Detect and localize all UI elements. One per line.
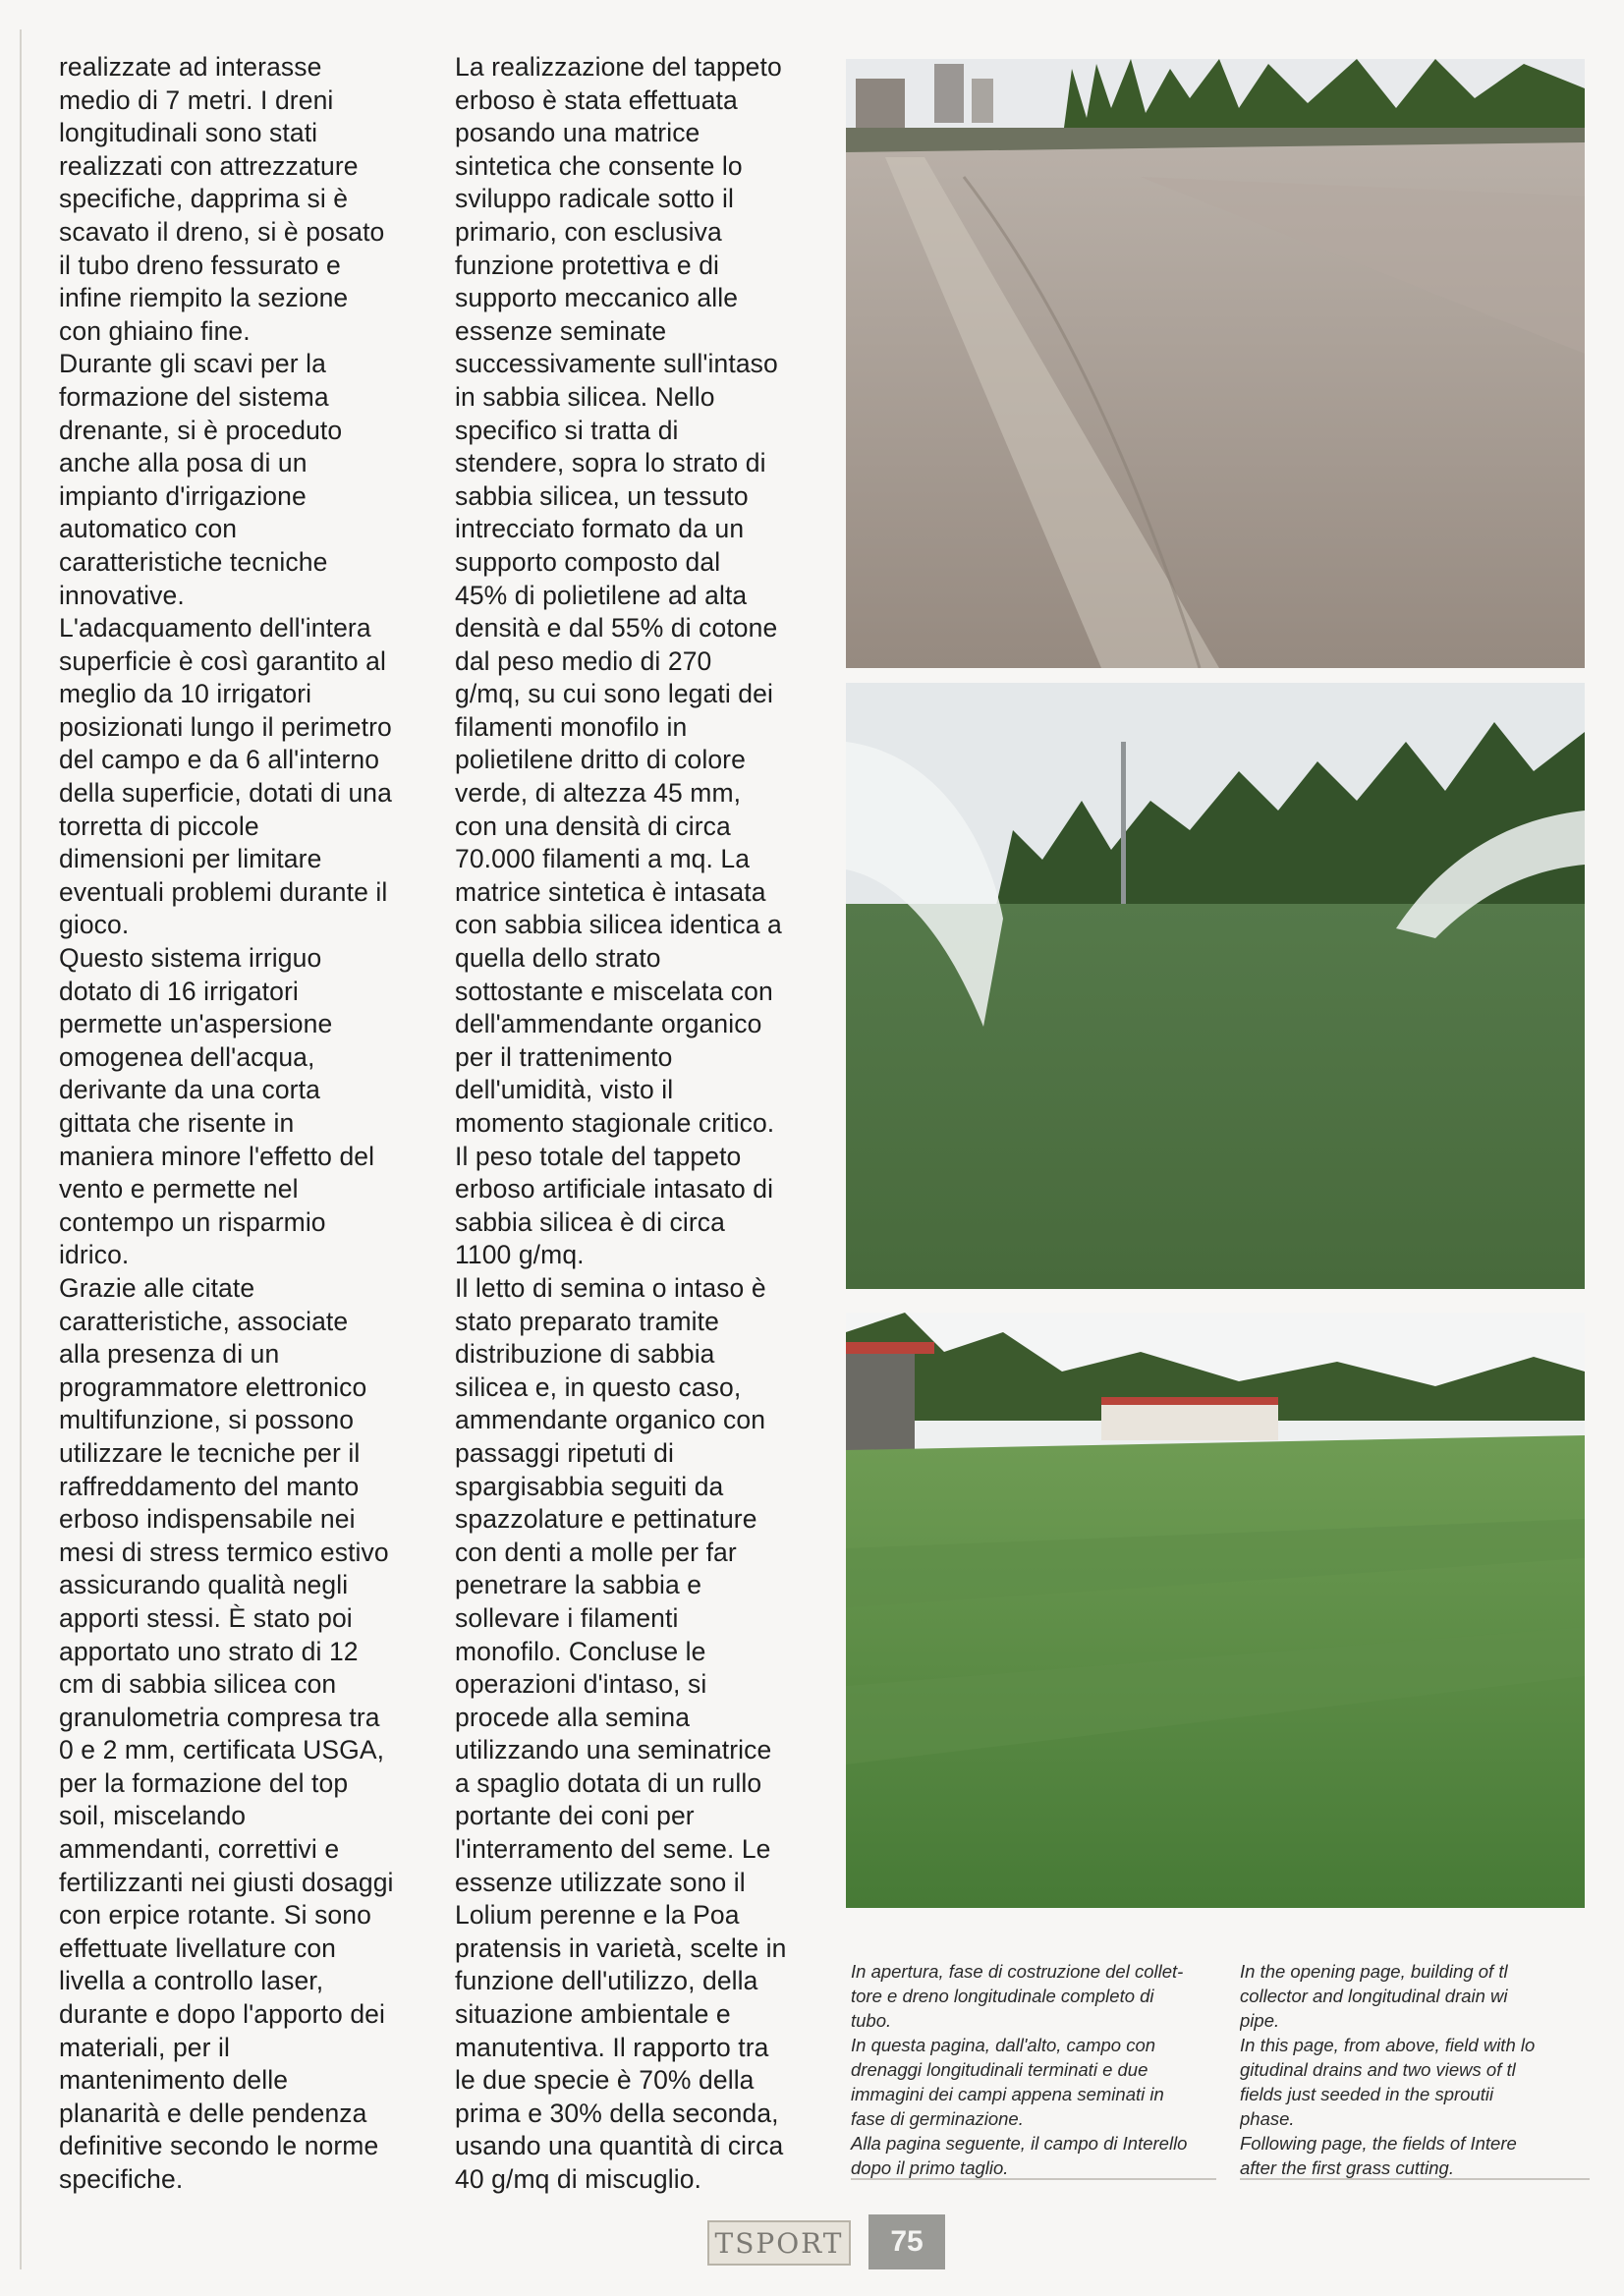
caption-rule xyxy=(1240,2178,1590,2180)
paragraph: La realizzazione del tappeto erboso è stata effettuata posando una matrice sintetica che consente lo sviluppo radicale sotto il primario, con esclusiva funzione protettiva e di supporto meccanico alle essenze seminate successivamente sull'intaso in sabbia silicea. Nello specifico si tratta di stendere, sopra lo strato di sabbia silicea, un tessuto intrecciato formato da un supporto composto dal 45% di polietilene ad alta densità e dal 55% di cotone dal peso medio di 270 g/mq, su cui sono legati dei filamenti monofilo in polietilene dritto di colore verde, di altezza 45 mm, con una densità di circa 70.000 filamenti a mq. La matrice sintetica è intasata con sabbia silicea identica a quella dello strato sottostante e miscelata con dell'ammendante organico per il trattenimento dell'umidità, visto il momento stagionale critico. xyxy=(455,52,782,1138)
photo-caption-italian xyxy=(851,1959,1212,2180)
text-column-left xyxy=(59,51,432,2197)
caption-line: In questa pagina, dall'alto, campo con drenaggi longitudinali terminati e due immagini dei campi appena seminati in fase di germinazione. xyxy=(851,2035,1164,2129)
photo-sprinklers xyxy=(846,683,1585,1289)
paragraph: Durante gli scavi per la formazione del sistema drenante, si è proceduto anche alla posa di un impianto d'irrigazione automatico con caratteristiche tecniche innovative. xyxy=(59,349,343,610)
page-number: 75 xyxy=(868,2214,945,2269)
paragraph: L'adacquamento dell'intera superficie è così garantito al meglio da 10 irrigatori posizionati lungo il perimetro del campo e da 6 all'interno della superficie, dotati di una torretta di piccole dimensioni per limitare eventuali problemi durante il gioco. xyxy=(59,613,392,940)
caption-rule xyxy=(851,2178,1216,2180)
photo-caption-english xyxy=(1240,1959,1590,2180)
caption-line: In this page, from above, field with lo gitudinal drains and two views of tl fields just seeded in the sproutii phase. xyxy=(1240,2035,1536,2129)
photo-cut-field xyxy=(846,1313,1585,1908)
page-edge-rule xyxy=(20,29,22,2269)
caption-line: Following page, the fields of Intere after the first grass cutting. xyxy=(1240,2133,1517,2178)
caption-line: Alla pagina seguente, il campo di Interello dopo il primo taglio. xyxy=(851,2133,1188,2178)
paragraph: Grazie alle citate caratteristiche, associate alla presenza di un programmatore elettronico multifunzione, si possono utilizzare le tecniche per il raffreddamento del manto erboso indispensabile nei mesi di stress termico estivo assicurando qualità negli apporti stessi. È stato poi apportato uno strato di 12 cm di sabbia silicea con granulometria compresa tra 0 e 2 mm, certificata USGA, per la formazione del top soil, miscelando ammendanti, correttivi e fertilizzanti nei giusti dosaggi con erpice rotante. Si sono effettuate livellature con livella a controllo laser, durante e dopo l'apporto dei materiali, per il mantenimento delle planarità e delle pendenza definitive secondo le norme specifiche. xyxy=(59,1272,394,2194)
paragraph: Questo sistema irriguo dotato di 16 irrigatori permette un'aspersione omogenea dell'acqua, derivante da una corta gittata che risente in maniera minore l'effetto del vento e permette nel contempo un risparmio idrico. xyxy=(59,943,375,1270)
magazine-logo: TSPORT xyxy=(707,2220,851,2266)
paragraph: Il letto di semina o intaso è stato preparato tramite distribuzione di sabbia silicea e, in questo caso, ammendante organico con passaggi ripetuti di spargisabbia seguiti da spazzolature e pettinature con denti a molle per far penetrare la sabbia e sollevare i filamenti monofilo. Concluse le operazioni d'intaso, si procede alla semina utilizzando una seminatrice a spaglio dotata di un rullo portante dei coni per l'interramento del seme. Le essenze utilizzate sono il Lolium perenne e la Poa pratensis in varietà, scelte in funzione dell'utilizzo, della situazione ambientale e manutentiva. Il rapporto tra le due specie è 70% della prima e 30% della seconda, usando una quantità di circa 40 g/mq di miscuglio. xyxy=(455,1272,787,2194)
paragraph: realizzate ad interasse medio di 7 metri. I dreni longitudinali sono stati realizzati con attrezzature specifiche, dapprima si è scavato il dreno, si è posato il tubo dreno fessurato e infine riempito la sezione con ghiaino fine. xyxy=(59,52,385,346)
paragraph: Il peso totale del tappeto erboso artificiale intasato di sabbia silicea è di circa 1100 g/mq. xyxy=(455,1141,774,1270)
photo-field-drains xyxy=(846,59,1585,668)
caption-line: In the opening page, building of tl collector and longitudinal drain wi pipe. xyxy=(1240,1961,1508,2031)
text-column-middle xyxy=(455,51,838,2197)
caption-line: In apertura, fase di costruzione del collet- tore e dreno longitudinale completo di tubo. xyxy=(851,1961,1184,2031)
